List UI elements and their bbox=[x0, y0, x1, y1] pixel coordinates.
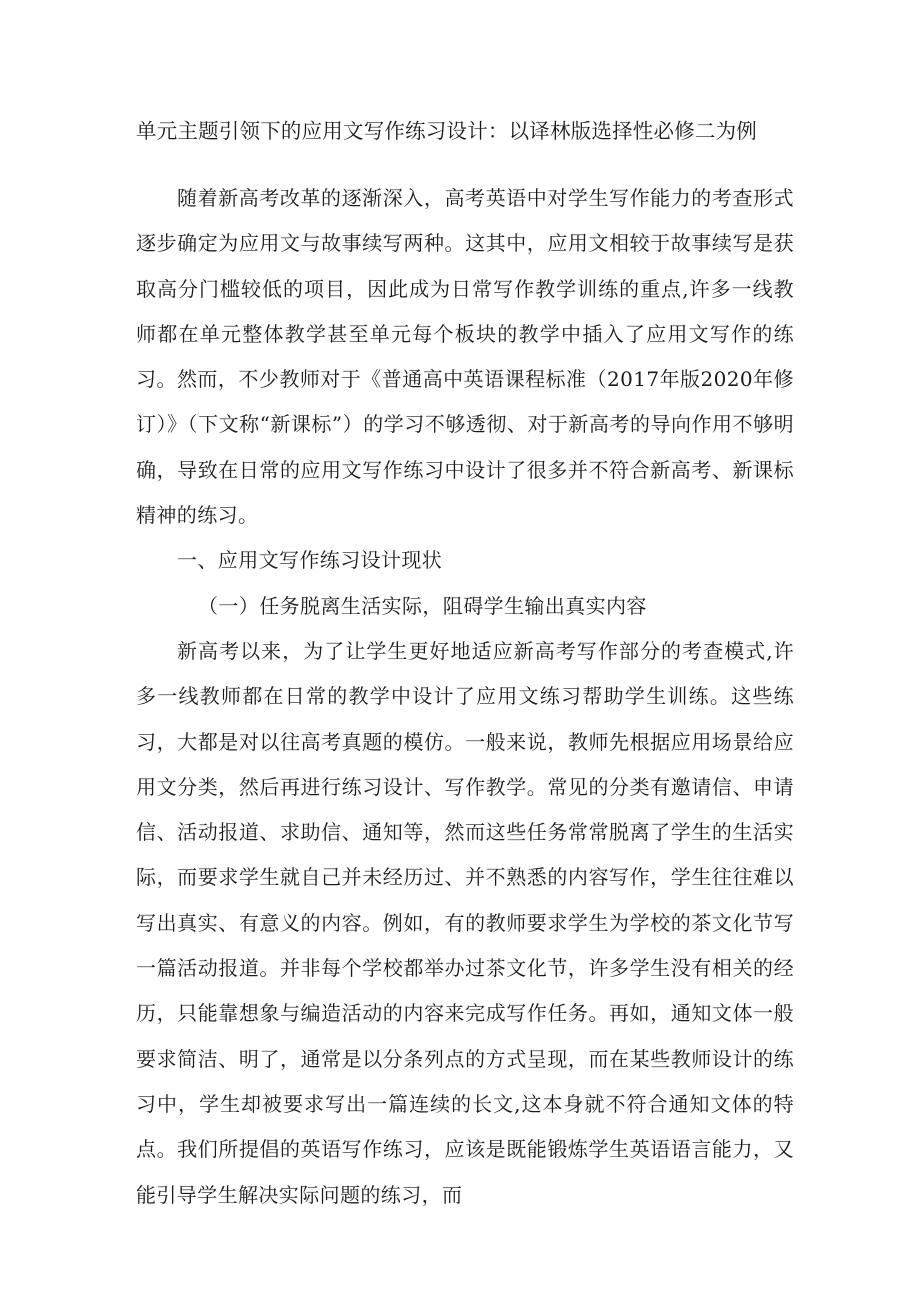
document-title: 单元主题引领下的应用文写作练习设计：以译林版选择性必修二为例 bbox=[136, 119, 757, 143]
body-paragraph: 新高考以来，为了让学生更好地适应新高考写作部分的考查模式,许多一线教师都在日常的教学中设计了应用文练习帮助学生训练。这些练习，大都是对以往高考真题的模仿。一般来说，教师先根据应用场景给应用文分类，然后再进行练习设计、写作教学。常见的分类有邀请信、申请信、活动报道、求助信、通知等，然而这些任务常常脱离了学生的生活实际，而要求学生就自己并未经历过、并不熟悉的内容写作，学生往往难以写出真实、有意义的内容。例如，有的教师要求学生为学校的茶文化节写一篇活动报道。并非每个学校都举办过茶文化节，许多学生没有相关的经历，只能靠想象与编造活动的内容来完成写作任务。再如，通知文体一般要求简洁、明了，通常是以分条列点的方式呈现，而在某些教师设计的练习中，学生却被要求写出一篇连续的长文,这本身就不符合通知文体的特点。我们所提倡的英语写作练习，应该是既能锻炼学生英语语言能力，又能引导学生解决实际问题的练习，而 bbox=[136, 638, 794, 1207]
document-page bbox=[136, 112, 794, 1218]
subsection-heading: （一）任务脱离生活实际，阻碍学生输出真实内容 bbox=[198, 593, 647, 618]
intro-paragraph: 随着新高考改革的逐渐深入，高考英语中对学生写作能力的考查形式逐步确定为应用文与故事续写两种。这其中，应用文相较于故事续写是获取高分门槛较低的项目，因此成为日常写作教学训练的重点,许多一线教师都在单元整体教学甚至单元每个板块的教学中插入了应用文写作的练习。然而，不少教师对于《普通高中英语课程标准（2017年版2020年修订）》（下文称“新课标”）的学习不够透彻、对于新高考的导向作用不够明确，导致在日常的应用文写作练习中设计了很多并不符合新高考、新课标精神的练习。 bbox=[136, 186, 794, 528]
section-heading: 一、应用文写作练习设计现状 bbox=[177, 548, 443, 573]
